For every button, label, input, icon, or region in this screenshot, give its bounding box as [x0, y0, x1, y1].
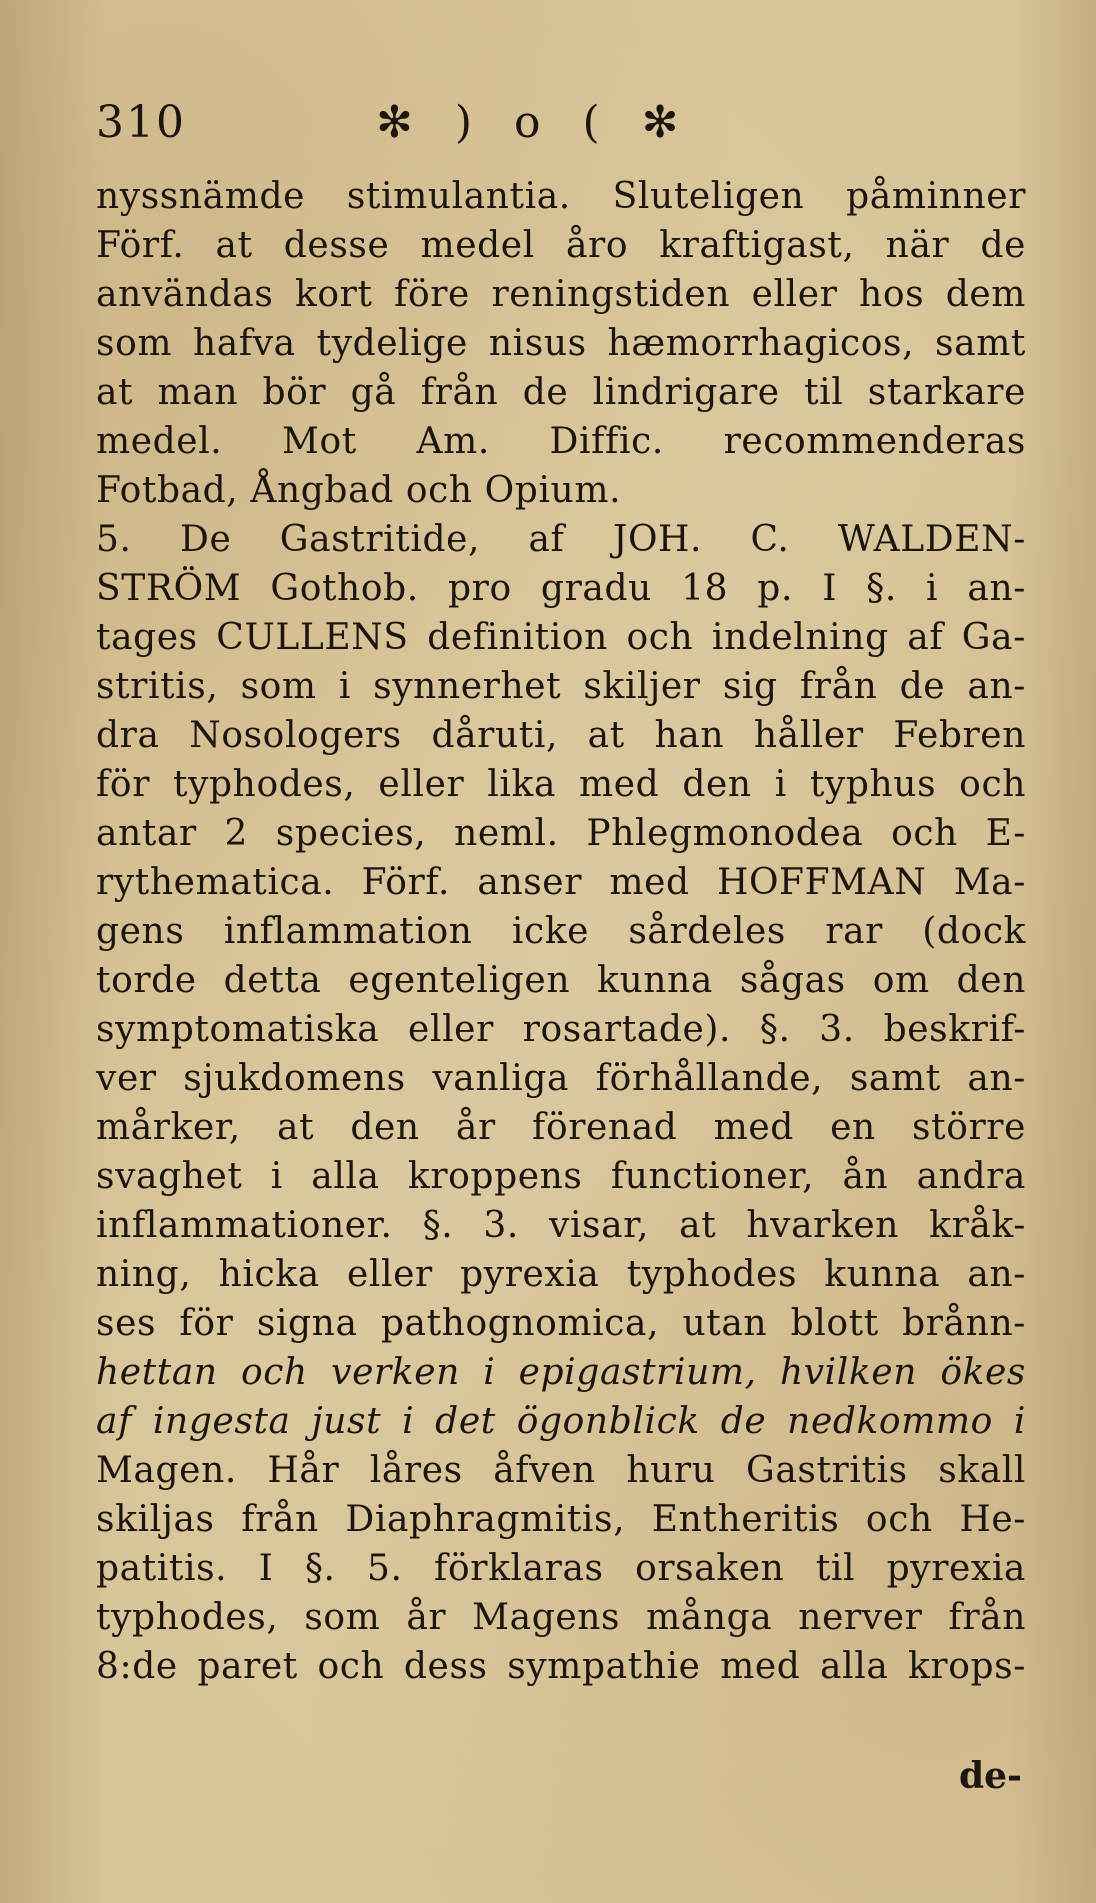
text-line: Fotbad, Ångbad och Opium.: [96, 470, 622, 511]
text-line: medel. Mot Am. Diffic. recommenderas: [96, 421, 1026, 462]
text-line: gens inflammation icke sårdeles rar (dock: [96, 911, 1026, 952]
text-line: svaghet i alla kroppens functioner, ån andra: [96, 1156, 1026, 1197]
page-number: 310: [96, 97, 186, 148]
text-line: patitis. I §. 5. förklaras orsaken til pyrexia: [96, 1548, 1026, 1589]
text-line: mårker, at den år förenad med en större: [96, 1107, 1026, 1148]
text-line: typhodes, som år Magens många nerver från: [96, 1597, 1026, 1638]
text-line: ver sjukdomens vanliga förhållande, samt an-: [96, 1058, 1026, 1099]
text-line: som hafva tydelige nisus hæmorrhagicos, samt: [96, 323, 1026, 364]
text-line: inflammationer. §. 3. visar, at hvarken kråk-: [96, 1205, 1026, 1246]
text-line: skiljas från Diaphragmitis, Entheritis och He-: [96, 1499, 1026, 1540]
text-line: Magen. Hår låres åfven huru Gastritis skall: [96, 1450, 1026, 1491]
text-line: at man bör gå från de lindrigare til starkare: [96, 372, 1026, 413]
text-line: dra Nosologers dåruti, at han håller Febren: [96, 715, 1026, 756]
text-line: stritis, som i synnerhet skiljer sig från de an-: [96, 666, 1026, 707]
text-line: ning, hicka eller pyrexia typhodes kunna an-: [96, 1254, 1026, 1295]
text-line: tages CULLENS definition och indelning af Ga-: [96, 617, 1026, 658]
text-line: torde detta egenteligen kunna sågas om den: [96, 960, 1026, 1001]
body-text: [96, 172, 1026, 1691]
text-line: symptomatiska eller rosartade). §. 3. beskrif-: [96, 1009, 1026, 1050]
text-line: ses för signa pathognomica, utan blott brånn-: [96, 1303, 1026, 1344]
page-header: [96, 88, 796, 158]
text-line: användas kort före reningstiden eller hos dem: [96, 274, 1026, 315]
text-line: hettan och verken i epigastrium, hvilken ökes: [96, 1352, 1026, 1393]
catchword: de-: [958, 1755, 1022, 1797]
header-ornament: ✻ ) o ( ✻: [376, 97, 693, 148]
text-line: för typhodes, eller lika med den i typhus och: [96, 764, 1026, 805]
text-line: Förf. at desse medel åro kraftigast, när de: [96, 225, 1026, 266]
text-line: nyssnämde stimulantia. Sluteligen påminner: [96, 176, 1026, 217]
text-line: STRÖM Gothob. pro gradu 18 p. I §. i an-: [96, 568, 1026, 609]
text-line: rythematica. Förf. anser med HOFFMAN Ma-: [96, 862, 1026, 903]
text-line: 5. De Gastritide, af JOH. C. WALDEN-: [96, 519, 1026, 560]
text-line: af ingesta just i det ögonblick de nedkommo i: [96, 1401, 1026, 1442]
text-line: antar 2 species, neml. Phlegmonodea och E-: [96, 813, 1026, 854]
text-line: 8:de paret och dess sympathie med alla krops-: [96, 1646, 1026, 1687]
